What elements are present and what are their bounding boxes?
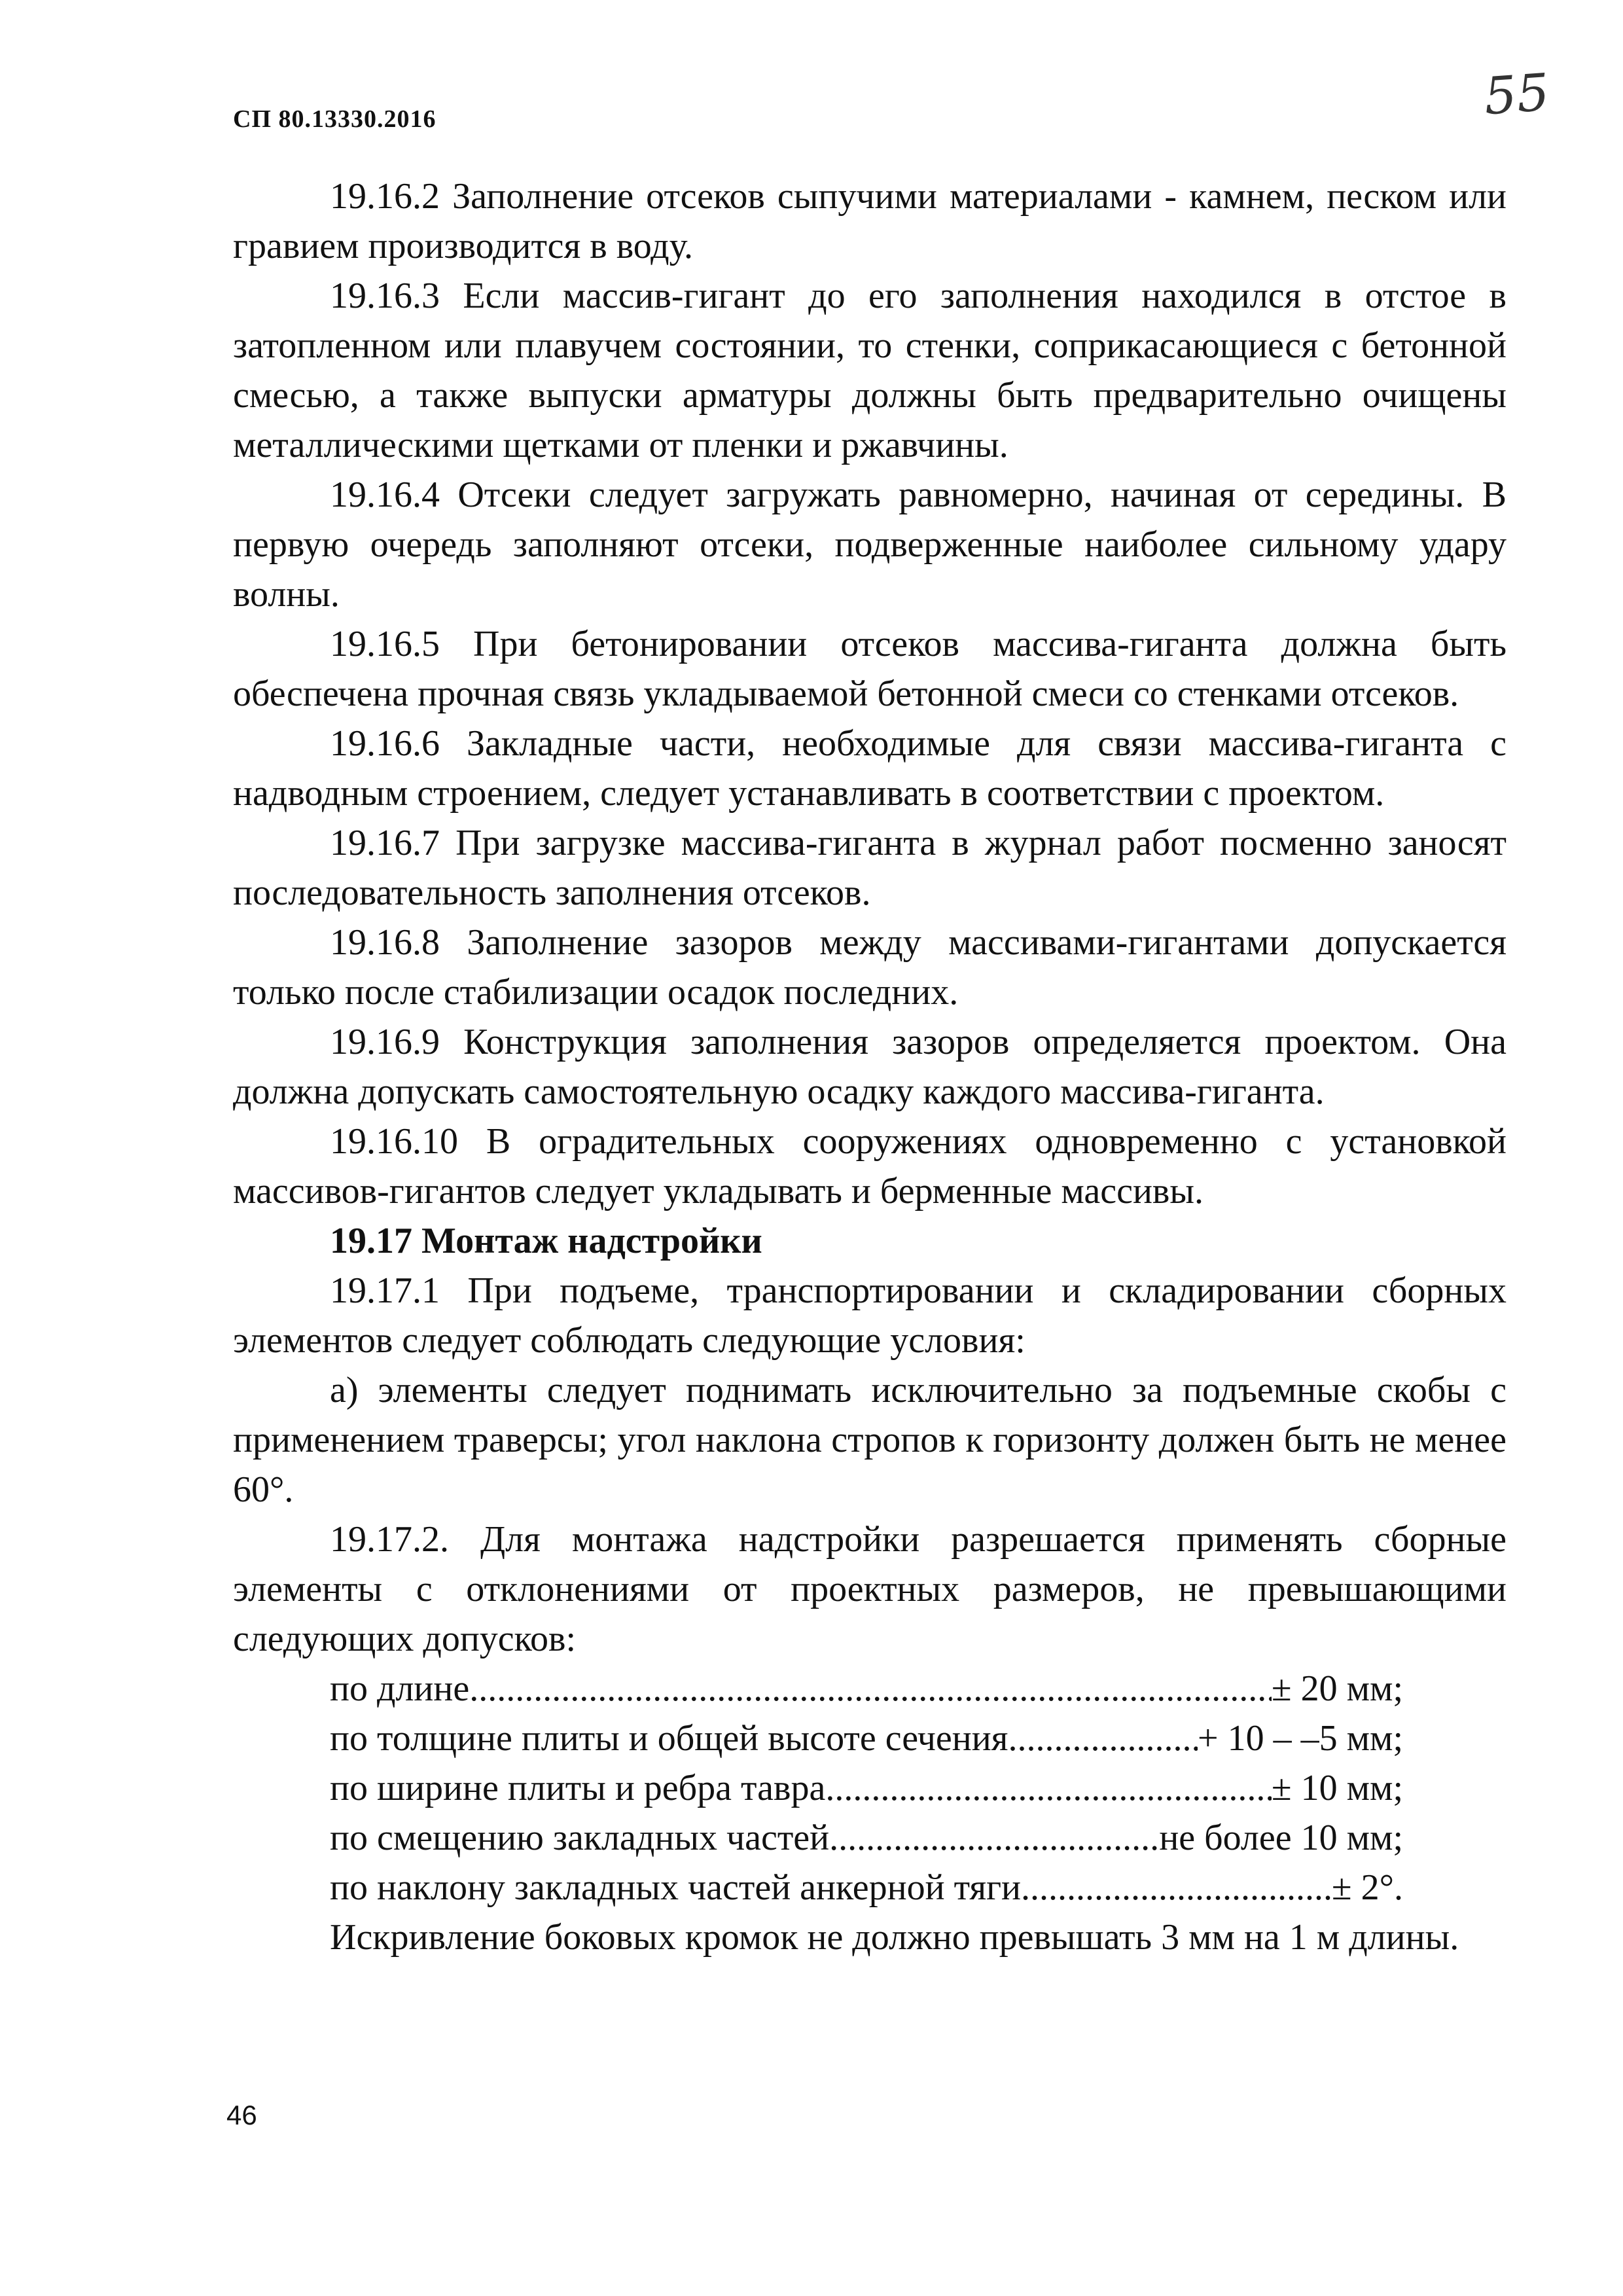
paragraph-19-16-10: 19.16.10 В оградительных сооружениях одновременно с установкой массивов-гигантов следует укладывать и берменные массивы. <box>233 1121 1507 1211</box>
tolerance-label: по наклону закладных частей анкерной тяги <box>330 1867 1022 1908</box>
tolerance-row <box>330 1664 1403 1713</box>
page-number: 46 <box>226 2100 257 2130</box>
tolerance-value: не более 10 мм; <box>1159 1818 1403 1858</box>
tolerance-value: + 10 – –5 мм; <box>1197 1718 1403 1759</box>
section-heading: 19.17 Монтаж надстройки <box>330 1221 762 1261</box>
tolerance-list <box>233 1664 1507 1912</box>
tolerance-row <box>330 1863 1403 1912</box>
tolerance-label: по толщине плиты и общей высоте сечения <box>330 1718 1008 1759</box>
dot-leader <box>825 1763 1272 1813</box>
paragraph-19-16-4: 19.16.4 Отсеки следует загружать равномерно, начиная от середины. В первую очередь заполняют отсеки, подверженные наиболее сильному удару волны. <box>233 475 1507 615</box>
tolerance-row <box>330 1713 1403 1763</box>
tolerance-label: по длине <box>330 1668 470 1709</box>
paragraph-item-a: а) элементы следует поднимать исключительно за подъемные скобы с применением траверсы; угол наклона стропов к горизонту должен быть не менее 60°. <box>233 1370 1507 1510</box>
tolerance-row <box>330 1813 1403 1863</box>
closing-paragraph: Искривление боковых кромок не должно превышать 3 мм на 1 м длины. <box>330 1917 1459 1958</box>
paragraph-19-17-2: 19.17.2. Для монтажа надстройки разрешается применять сборные элементы с отклонениями от проектных размеров, не превышающими следующих допусков: <box>233 1519 1507 1659</box>
paragraph-19-16-2: 19.16.2 Заполнение отсеков сыпучими материалами - камнем, песком или гравием производится в воду. <box>233 176 1507 266</box>
dot-leader <box>1021 1863 1332 1912</box>
tolerance-value: ± 10 мм; <box>1271 1768 1403 1808</box>
paragraph-19-16-7: 19.16.7 При загрузке массива-гиганта в журнал работ посменно заносят последовательность заполнения отсеков. <box>233 823 1507 913</box>
tolerance-value: ± 20 мм; <box>1271 1668 1403 1709</box>
tolerance-label: по смещению закладных частей <box>330 1818 830 1858</box>
tolerance-label: по ширине плиты и ребра тавра <box>330 1768 826 1808</box>
page-content <box>233 171 1507 1962</box>
dot-leader <box>1008 1713 1198 1763</box>
paragraph-19-16-9: 19.16.9 Конструкция заполнения зазоров определяется проектом. Она должна допускать самостоятельную осадку каждого массива-гиганта. <box>233 1022 1507 1112</box>
dot-leader <box>829 1813 1159 1863</box>
paragraph-19-16-3: 19.16.3 Если массив-гигант до его заполнения находился в отстое в затопленном или плавучем состоянии, то стенки, соприкасающиеся с бетонной смесью, а также выпуски арматуры должны быть предварительно очищены металлическими щетками от пленки и ржавчины. <box>233 276 1507 465</box>
paragraph-19-16-8: 19.16.8 Заполнение зазоров между массивами-гигантами допускается только после стабилизации осадок последних. <box>233 922 1507 1013</box>
paragraph-19-17-1: 19.17.1 При подъеме, транспортировании и складировании сборных элементов следует соблюдать следующие условия: <box>233 1270 1507 1361</box>
dot-leader <box>469 1664 1272 1713</box>
paragraph-19-16-6: 19.16.6 Закладные части, необходимые для связи массива-гиганта с надводным строением, следует устанавливать в соответствии с проектом. <box>233 723 1507 814</box>
tolerance-value: ± 2°. <box>1331 1867 1403 1908</box>
tolerance-row <box>330 1763 1403 1813</box>
handwritten-page-mark: 55 <box>1482 63 1552 127</box>
paragraph-19-16-5: 19.16.5 При бетонировании отсеков массива-гиганта должна быть обеспечена прочная связь укладываемой бетонной смеси со стенками отсеков. <box>233 624 1507 714</box>
document-code: СП 80.13330.2016 <box>233 105 437 133</box>
